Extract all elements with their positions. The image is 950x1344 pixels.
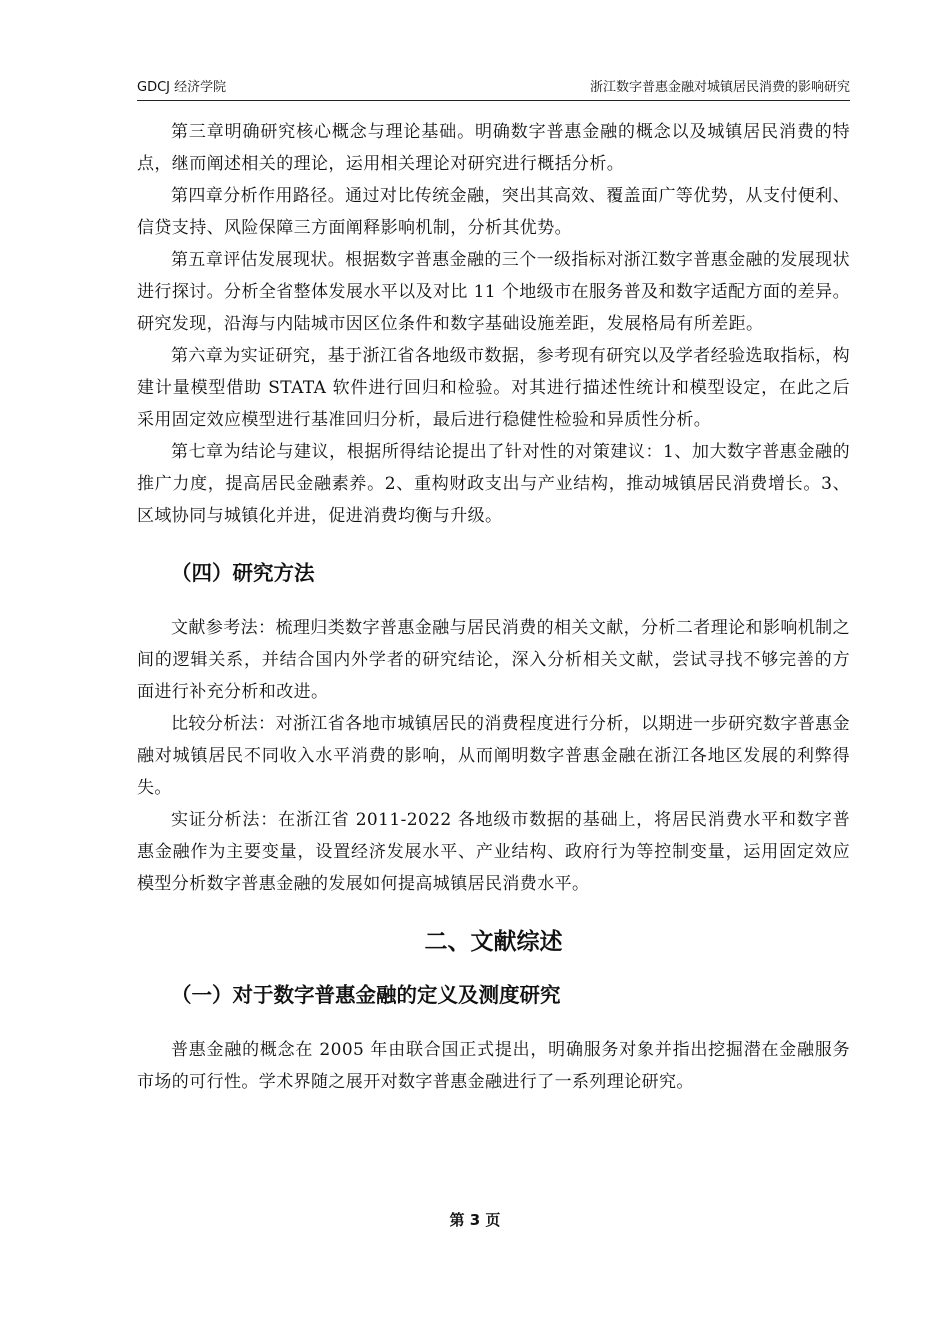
- section-heading-methods: （四）研究方法: [171, 561, 315, 585]
- chapter-heading-literature-review: 二、文献综述: [424, 929, 563, 955]
- paragraph-chapter4: 第四章分析作用路径。通过对比传统金融，突出其高效、覆盖面广等优势，从支付便利、信贷支持、风险保障三方面阐释影响机制，分析其优势。: [137, 186, 850, 238]
- page-body: [137, 116, 850, 1098]
- paragraph-literature-method: 文献参考法：梳理归类数字普惠金融与居民消费的相关文献，分析二者理论和影响机制之间的逻辑关系，并结合国内外学者的研究结论，深入分析相关文献，尝试寻找不够完善的方面进行补充分析和改进。: [137, 618, 850, 702]
- paragraph-empirical-method: 实证分析法：在浙江省 2011-2022 各地级市数据的基础上，将居民消费水平和数字普惠金融作为主要变量，设置经济发展水平、产业结构、政府行为等控制变量，运用固定效应模型分析数字普惠金融的发展如何提高城镇居民消费水平。: [137, 810, 850, 894]
- header-paper-title: 浙江数字普惠金融对城镇居民消费的影响研究: [589, 80, 850, 95]
- paragraph-chapter7: 第七章为结论与建议，根据所得结论提出了针对性的对策建议：1、加大数字普惠金融的推广力度，提高居民金融素养。2、重构财政支出与产业结构，推动城镇居民消费增长。3、区域协同与城镇化并进，促进消费均衡与升级。: [137, 442, 850, 526]
- paragraph-comparative-method: 比较分析法：对浙江省各地市城镇居民的消费程度进行分析，以期进一步研究数字普惠金融对城镇居民不同收入水平消费的影响，从而阐明数字普惠金融在浙江各地区发展的利弊得失。: [137, 714, 850, 798]
- paragraph-chapter3: 第三章明确研究核心概念与理论基础。明确数字普惠金融的概念以及城镇居民消费的特点，继而阐述相关的理论，运用相关理论对研究进行概括分析。: [137, 122, 850, 174]
- running-header: [137, 78, 850, 101]
- header-institution: GDCJ 经济学院: [137, 80, 227, 95]
- paragraph-chapter6: 第六章为实证研究，基于浙江省各地级市数据，参考现有研究以及学者经验选取指标，构建计量模型借助 STATA 软件进行回归和检验。对其进行描述性统计和模型设定，在此之后采用固定效应模型进行基准回归分析，最后进行稳健性检验和异质性分析。: [137, 346, 850, 430]
- paragraph-chapter5: 第五章评估发展现状。根据数字普惠金融的三个一级指标对浙江数字普惠金融的发展现状进行探讨。分析全省整体发展水平以及对比 11 个地级市在服务普及和数字适配方面的差异。研究发现，沿海与内陆城市因区位条件和数字基础设施差距，发展格局有所差距。: [137, 250, 850, 334]
- paragraph-definition-intro: 普惠金融的概念在 2005 年由联合国正式提出，明确服务对象并指出挖掘潜在金融服务市场的可行性。学术界随之展开对数字普惠金融进行了一系列理论研究。: [137, 1040, 850, 1092]
- page-number: 第 3 页: [449, 1211, 501, 1229]
- section-heading-definition: （一）对于数字普惠金融的定义及测度研究: [171, 983, 561, 1007]
